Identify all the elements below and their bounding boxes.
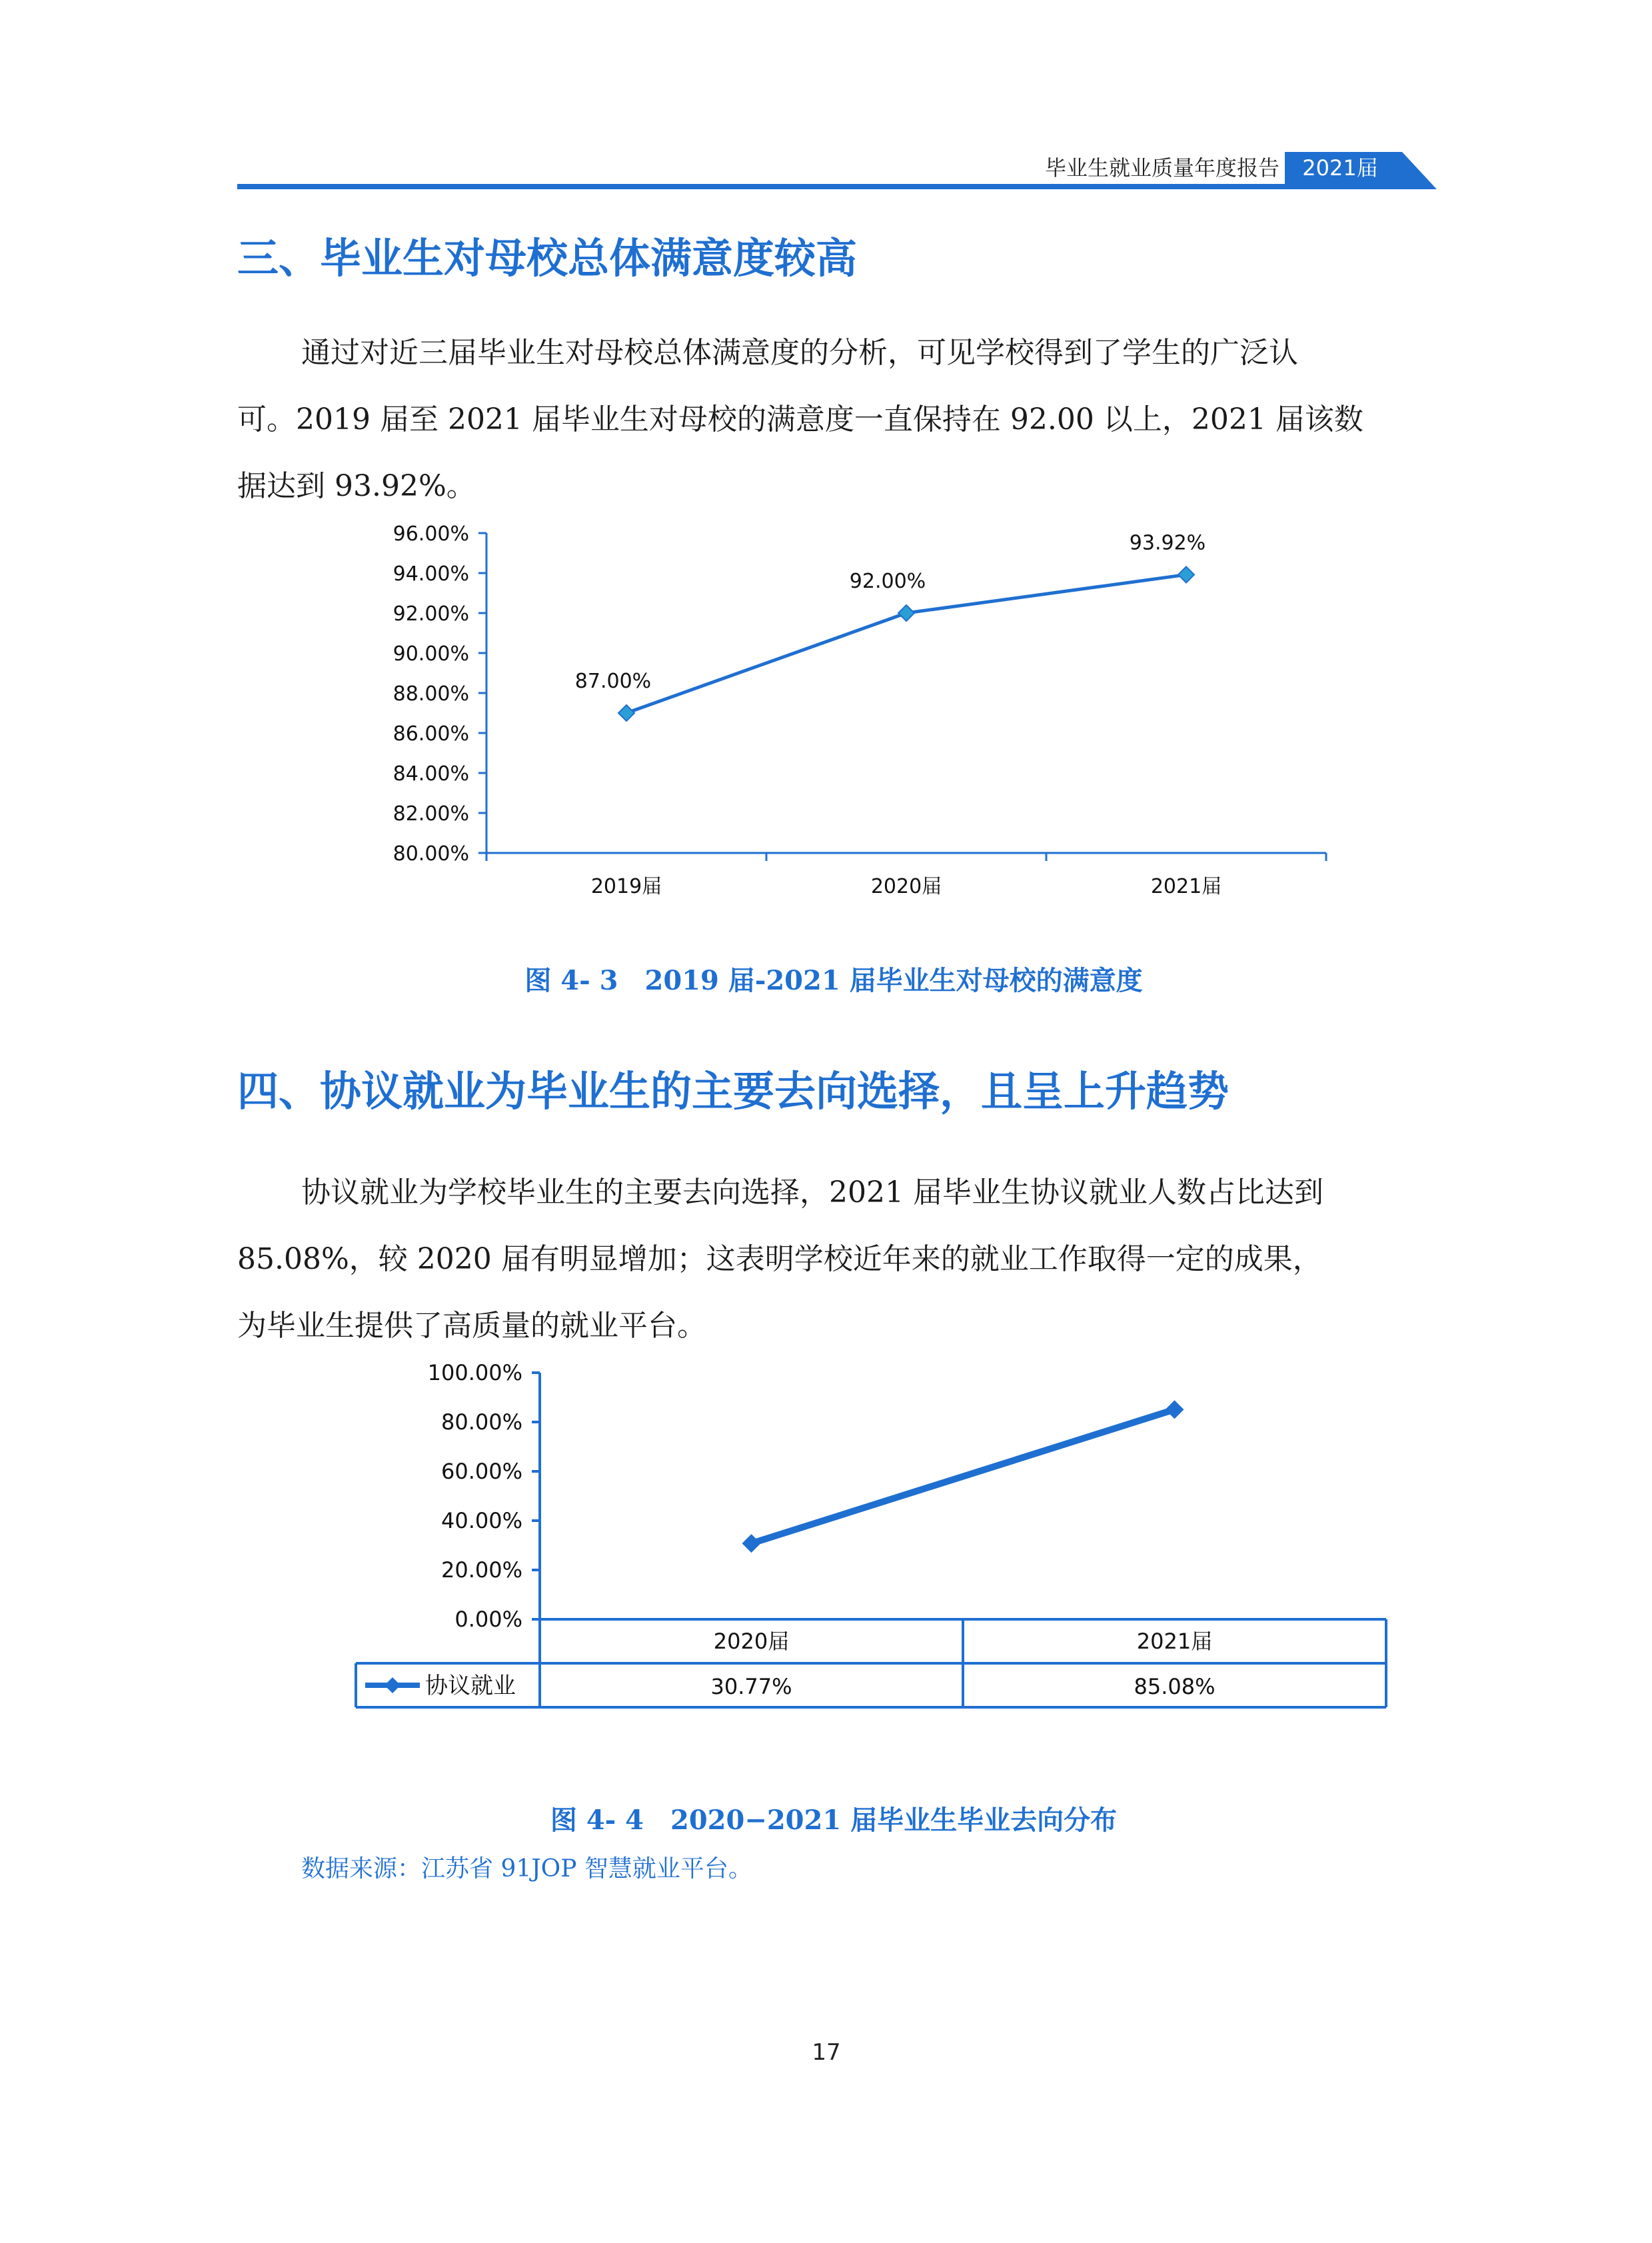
y-tick-label: 86.00%: [393, 722, 469, 746]
year-badge: 2021届: [1285, 152, 1395, 184]
section3-line-3: 据达到 93.92%。: [237, 469, 476, 503]
y-tick-label: 80.00%: [440, 1409, 522, 1435]
data-point: [742, 1534, 761, 1553]
satisfaction-line-chart: [373, 520, 1359, 920]
page-number: 17: [812, 2039, 841, 2066]
x-tick-label: 2020届: [870, 875, 942, 898]
section4-paragraph: [237, 1159, 1430, 1359]
section3-line-1: 通过对近三届毕业生对母校总体满意度的分析，可见学校得到了学生的广泛认: [301, 336, 1298, 370]
table-header-cell: 2020届: [713, 1629, 790, 1654]
header-arrow-decoration: [1393, 151, 1439, 191]
section4-line-3: 为毕业生提供了高质量的就业平台。: [237, 1309, 706, 1343]
y-tick-label: 84.00%: [393, 762, 469, 786]
y-tick-label: 90.00%: [393, 642, 469, 666]
legend-marker-key: [385, 1677, 401, 1693]
data-point: [1178, 566, 1194, 582]
y-tick-label: 94.00%: [393, 562, 469, 586]
header-rule: [237, 184, 1399, 189]
data-point: [898, 605, 914, 621]
y-tick-label: 0.00%: [454, 1607, 522, 1632]
y-tick-label: 92.00%: [393, 602, 469, 626]
data-point: [1166, 1400, 1184, 1419]
data-label: 87.00%: [574, 670, 652, 693]
section4-line-1: 协议就业为学校毕业生的主要去向选择，2021 届毕业生协议就业人数占比达到: [301, 1175, 1323, 1209]
y-tick-label: 60.00%: [440, 1459, 522, 1484]
section4-line-2: 85.08%，较 2020 届有明显增加；这表明学校近年来的就业工作取得一定的成果，: [237, 1242, 1322, 1276]
y-tick-label: 80.00%: [393, 842, 469, 866]
table-value-cell: 30.77%: [710, 1674, 792, 1699]
data-label: 92.00%: [849, 570, 926, 593]
y-tick-label: 88.00%: [393, 682, 469, 706]
section4-heading: 四、协议就业为毕业生的主要去向选择，且呈上升趋势: [237, 1067, 1230, 1116]
series-line-agreement-employment: [752, 1409, 1175, 1543]
series-line-satisfaction: [626, 574, 1186, 713]
figure-4-3-caption: 图 4- 3 2019 届-2021 届毕业生对母校的满意度: [524, 965, 1143, 996]
data-source-note: 数据来源：江苏省 91JOP 智慧就业平台。: [301, 1855, 752, 1882]
section3-line-2: 可。2019 届至 2021 届毕业生对母校的满意度一直保持在 92.00 以上，2021 届该数: [237, 402, 1363, 436]
x-tick-label: 2021届: [1150, 875, 1222, 898]
section3-paragraph: [237, 320, 1430, 520]
employment-line-chart-with-table: [347, 1353, 1399, 1726]
y-tick-label: 20.00%: [440, 1557, 522, 1583]
data-point: [618, 705, 634, 721]
y-tick-label: 100.00%: [427, 1360, 522, 1385]
data-label: 93.92%: [1129, 531, 1206, 555]
x-tick-label: 2019届: [590, 875, 662, 898]
table-value-cell: 85.08%: [1134, 1674, 1216, 1699]
table-header-cell: 2021届: [1136, 1629, 1213, 1654]
section3-heading: 三、毕业生对母校总体满意度较高: [237, 234, 858, 283]
y-tick-label: 82.00%: [393, 802, 469, 826]
y-tick-label: 40.00%: [440, 1508, 522, 1533]
figure-4-4-caption: 图 4- 4 2020−2021 届毕业生毕业去向分布: [550, 1805, 1118, 1836]
report-title: 毕业生就业质量年度报告: [1044, 155, 1279, 181]
legend-label: 协议就业: [425, 1673, 516, 1699]
y-tick-label: 96.00%: [393, 522, 469, 546]
